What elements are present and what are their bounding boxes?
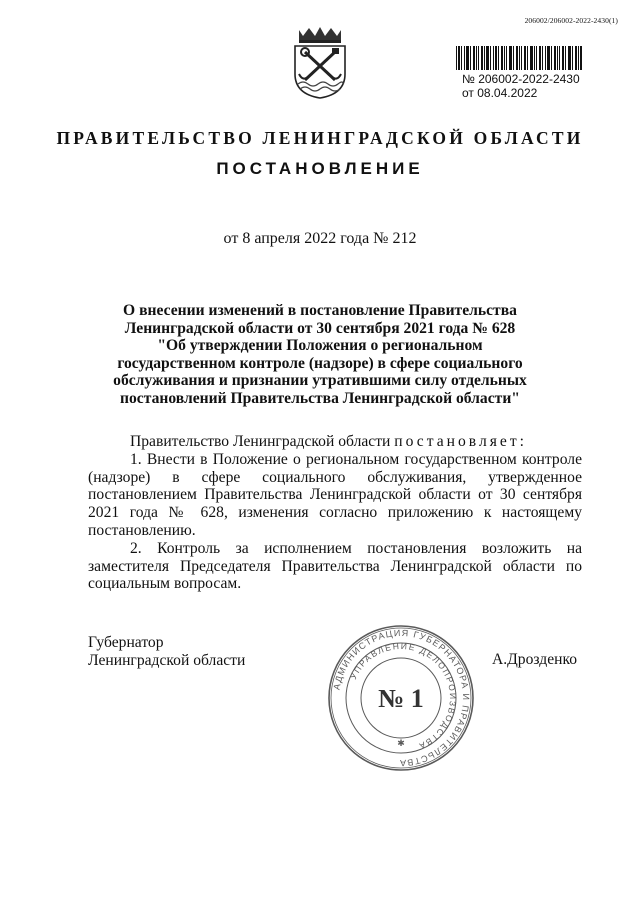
- registration-date: от 08.04.2022: [462, 86, 538, 100]
- signatory-name: А.Дрозденко: [492, 651, 578, 668]
- position-line: Ленинградской области: [88, 652, 246, 669]
- coat-of-arms-icon: [289, 26, 351, 100]
- subject-line: Ленинградской области от 30 сентября 2021 года № 628: [124, 319, 516, 337]
- decree-subject: [100, 302, 540, 408]
- item-2: 2. Контроль за исполнением постановления возложить на заместителя Председателя Правительства Ленинградской области по социальным вопросам.: [88, 539, 582, 593]
- stamp-outer-text: АДМИНИСТРАЦИЯ ГУБЕРНАТОРА И ПРАВИТЕЛЬСТВА: [331, 627, 472, 769]
- official-stamp: [326, 623, 476, 773]
- registration-block: [462, 72, 580, 100]
- stamp-number: № 1: [378, 684, 424, 713]
- decree-word: постановляет:: [394, 433, 527, 450]
- document-id: 206002/206002-2022-2430(1): [524, 16, 618, 25]
- subject-line: обслуживания и признании утратившими силу отдельных: [113, 372, 527, 390]
- position-line: Губернатор: [88, 634, 164, 651]
- decree-date-number: от 8 апреля 2022 года № 212: [223, 230, 417, 247]
- subject-line: "Об утверждении Положения о региональном: [157, 337, 483, 355]
- subject-line: О внесении изменений в постановление Правительства: [123, 302, 517, 319]
- stamp-inner-text: УПРАВЛЕНИЕ ДЕЛОПРОИЗВОДСТВА: [348, 640, 459, 752]
- item-1: 1. Внести в Положение о региональном государственном контроле (надзоре) в сфере социального обслуживания, утвержденное постановлением Правительства Ленинградской области от 30 сентября 2021 года № 628, изменения согласно приложению к настоящему постановлению.: [88, 450, 582, 539]
- star-icon: ✱: [397, 738, 405, 748]
- subject-line: постановлений Правительства Ленинградской области": [120, 389, 520, 407]
- decree-body: [88, 433, 582, 593]
- intro-paragraph: [88, 433, 582, 451]
- registration-number: № 206002-2022-2430: [462, 72, 580, 86]
- subject-line: государственном контроле (надзоре) в сфере социального: [117, 354, 523, 372]
- signatory-position: [88, 634, 245, 670]
- barcode: [456, 46, 582, 70]
- intro-text: Правительство Ленинградской области: [130, 433, 391, 450]
- document-type: ПОСТАНОВЛЕНИЕ: [216, 159, 424, 178]
- government-title: ПРАВИТЕЛЬСТВО ЛЕНИНГРАДСКОЙ ОБЛАСТИ: [56, 128, 584, 148]
